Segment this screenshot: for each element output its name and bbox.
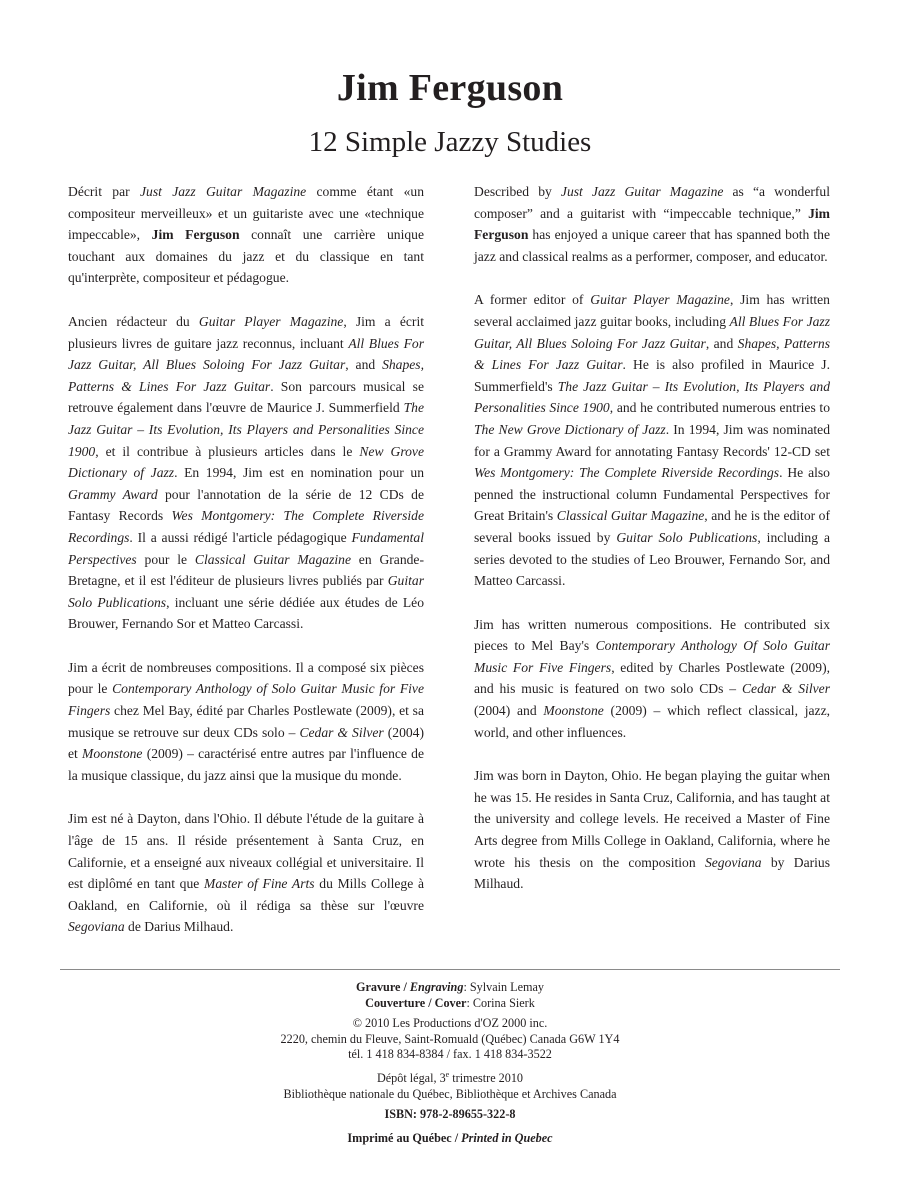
french-paragraph-2: Ancien rédacteur du Guitar Player Magazine, Jim a écrit plusieurs livres de guitare jazz reconnus, incluant All Blues For Jazz Guitar, All Blues Soloing For Jazz Guitar, and Shapes, Patterns & Lines For Jazz Guitar. Son parcours musical se retrouve également dans l'œuvre de Maurice J. Summerfield The Jazz Guitar – Its Evolution, Its Players and Personalities Since 1900, et il contribue à plusieurs articles dans le New Grove Dictionary of Jazz. En 1994, Jim est en nomination pour un Grammy Award pour l'annotation de la série de 12 CDs de Fantasy Records Wes Montgomery: The Complete Riverside Recordings. Il a aussi rédigé l'article pédagogique Fundamental Perspectives pour le Classical Guitar Magazine en Grande-Bretagne, et il est l'éditeur de plusieurs livres publiés par Guitar Solo Publications, incluant une série dédiée aux études de Léo Brouwer, Fernando Sor et Matteo Carcassi.	[68, 313, 425, 632]
isbn-line: ISBN: 978-2-89655-322-8	[384, 1107, 516, 1122]
footer-divider	[60, 969, 840, 970]
publisher-address: 2220, chemin du Fleuve, Saint-Romuald (Québec) Canada G6W 1Y4	[280, 1031, 620, 1046]
legal-deposit: Dépôt légal, 3e trimestre 2010	[376, 1069, 524, 1085]
publication-credits	[0, 980, 900, 1146]
french-paragraph-1: Décrit par Just Jazz Guitar Magazine comme étant «un compositeur merveilleux» et un guitariste avec une «technique impeccable», Jim Ferguson connaît une carrière unique touchant aux domaines du jazz et du classique en tant qu'interprète, compositeur et pédagogue.	[68, 184, 425, 286]
engraving-credit: Gravure / Engraving: Sylvain Lemay	[355, 980, 544, 994]
french-paragraph-4: Jim est né à Dayton, dans l'Ohio. Il débute l'étude de la guitare à l'âge de 15 ans. Il réside présentement à Santa Cruz, en Californie, et a enseigné aux niveaux collégial et universitaire. Il est diplômé en tant que Master of Fine Arts du Mills College à Oakland, en Californie, où il rédiga sa thèse sur l'œuvre Segoviana de Darius Milhaud.	[68, 811, 424, 935]
english-paragraph-2: A former editor of Guitar Player Magazine, Jim has written several acclaimed jazz guitar books, including All Blues For Jazz Guitar, All Blues Soloing For Jazz Guitar, and Shapes, Patterns & Lines For Jazz Guitar. He is also profiled in Maurice J. Summerfield's The Jazz Guitar – Its Evolution, Its Players and Personalities Since 1900, and he contributed numerous entries to The New Grove Dictionary of Jazz. In 1994, Jim was nominated for a Grammy Award for annotating Fantasy Records' 12-CD set Wes Montgomery: The Complete Riverside Recordings. He also penned the instructional column Fundamental Perspectives for Great Britain's Classical Guitar Magazine, and he is the editor of several books issued by Guitar Solo Publications, including a series devoted to the studies of Leo Brouwer, Fernando Sor, and Matteo Carcassi.	[474, 292, 831, 589]
french-biography-column	[68, 181, 424, 960]
cover-credit: Couverture / Cover: Corina Sierk	[365, 995, 535, 1010]
printed-in-line: Imprimé au Québec / Printed in Quebec	[347, 1130, 553, 1145]
copyright-line: © 2010 Les Productions d'OZ 2000 inc.	[352, 1016, 548, 1031]
english-biography-column	[474, 181, 830, 917]
english-paragraph-3: Jim has written numerous compositions. He contributed six pieces to Mel Bay's Contemporary Anthology Of Solo Guitar Music For Five Fingers, edited by Charles Postlewate (2009), and his music is featured on two solo CDs – Cedar & Silver (2004) and Moonstone (2009) – which reflect classical, jazz, world, and other influences.	[474, 616, 831, 740]
english-paragraph-4: Jim was born in Dayton, Ohio. He began playing the guitar when he was 15. He resides in Santa Cruz, California, and has taught at the university and college levels. He received a Master of Fine Arts degree from Mills College in Oakland, California, where he wrote his thesis on the composition Segoviana by Darius Milhaud.	[474, 768, 830, 892]
library-line: Bibliothèque nationale du Québec, Bibliothèque et Archives Canada	[283, 1086, 617, 1101]
author-title: Jim Ferguson	[336, 67, 564, 109]
publisher-phone: tél. 1 418 834-8384 / fax. 1 418 834-3522	[348, 1047, 552, 1062]
english-paragraph-1: Described by Just Jazz Guitar Magazine as “a wonderful composer” and a guitarist with “impeccable technique,” Jim Ferguson has enjoyed a unique career that has spanned both the jazz and classical realms as a performer, composer, and educator.	[474, 184, 830, 264]
french-paragraph-3: Jim a écrit de nombreuses compositions. Il a composé six pièces pour le Contemporary Anthology of Solo Guitar Music for Five Fingers chez Mel Bay, édité par Charles Postlewate (2009), et sa musique se retrouve sur deux CDs solo – Cedar & Silver (2004) et Moonstone (2009) – caractérisé entre autres par l'influence de la musique classique, du jazz ainsi que la musique du monde.	[68, 659, 425, 783]
book-subtitle: 12 Simple Jazzy Studies	[308, 126, 592, 158]
